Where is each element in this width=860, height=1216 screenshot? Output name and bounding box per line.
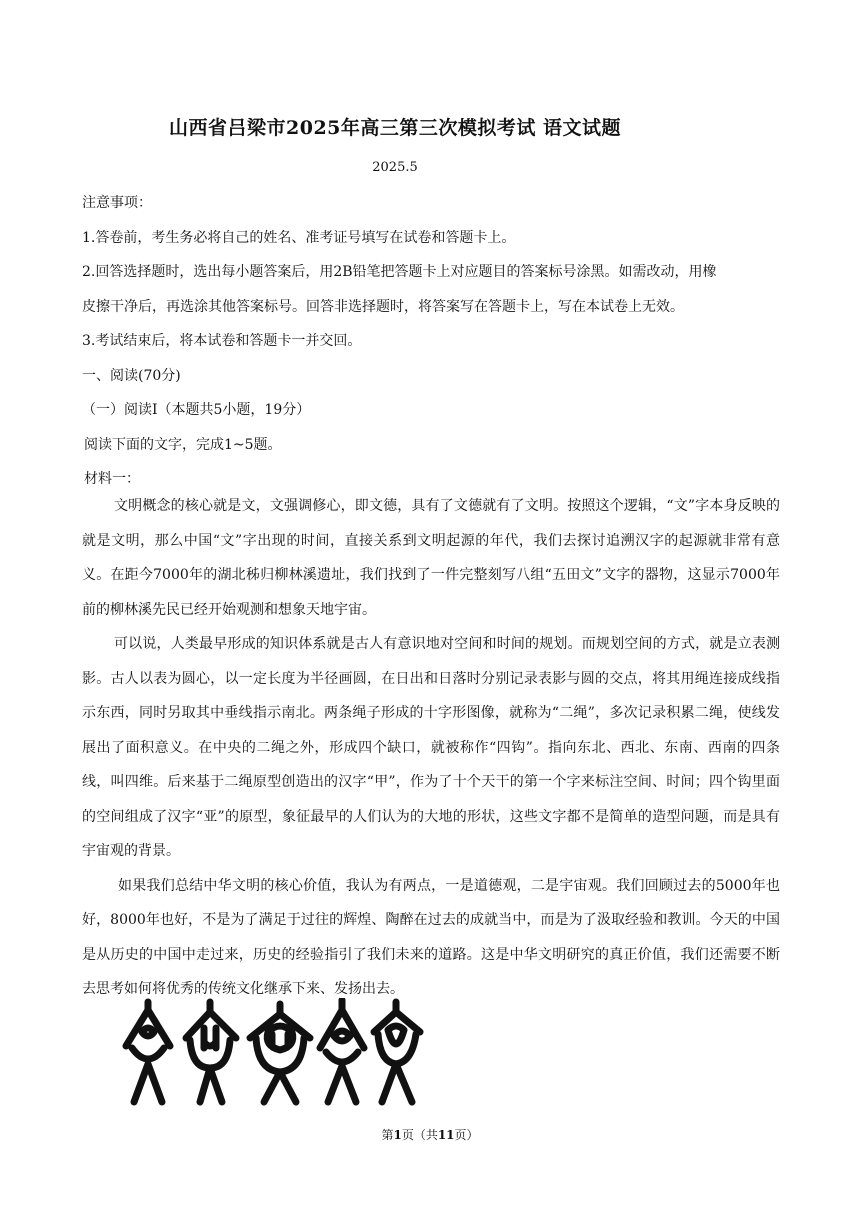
footer-page-number: 1 [393,1128,402,1142]
notice-item: 皮擦干净后，再选涂其他答案标号。回答非选择题时，将答案写在答题卡上，写在本试卷上无效。 [82,298,684,315]
wutianwen-glyphs-figure [118,998,428,1110]
glyph-5 [374,1002,420,1102]
footer-suffix: 页） [454,1128,479,1142]
section-heading: 一、阅读(70分) [82,367,181,384]
paragraph-2: 可以说，人类最早形成的知识体系就是古人有意识地对空间和时间的规划。而规划空间的方式，就是立表测影。古人以表为圆心，以一定长度为半径画圆，在日出和日落时分别记录表影与圆的交点，将其用绳连接成线指示东西，同时另取其中垂线指示南北。两条绳子形成的十字形图像，就称为“二绳”，多次记录积累二绳，使线发展出了面积意义。在中央的二绳之外，形成四个缺口，就被称作“四钩”。指向东北、西北、东南、西南的四条线，叫四维。后来基于二绳原型创造出的汉字“甲”，作为了十个天干的第一个字来标注空间、时间；四个钩里面的空间组成了汉字“亚”的原型，象征最早的人们认为的大地的形状，这些文字都不是简单的造型问题，而是具有宇宙观的背景。 [82,636,780,859]
material-paragraphs [82,489,780,1007]
glyph-4 [320,1000,364,1102]
header-lines [82,186,782,497]
footer-prefix: 第 [381,1128,394,1142]
page-title: 山西省吕梁市2025年高三第三次模拟考试 语文试题 [169,117,621,139]
page-footer [0,1126,860,1143]
footer-total-pages: 11 [437,1128,455,1142]
paragraph-1: 文明概念的核心就是文，文强调修心，即文德，具有了文德就有了文明。按照这个逻辑，“文”字本身反映的就是文明，那么中国“文”字出现的时间，直接关系到文明起源的年代，我们去探讨追溯汉字的起源就非常有意义。在距今7000年的湖北秭归柳林溪遗址，我们找到了一件完整刻写八组“五田文”文字的器物，这显示7000年前的柳林溪先民已经开始观测和想象天地宇宙。 [82,498,780,618]
exam-date: 2025.5 [372,160,418,175]
glyph-2 [186,1002,236,1102]
footer-middle: 页（共 [401,1128,438,1142]
notice-item: 2.回答选择题时，选出每小题答案后，用2B铅笔把答题卡上对应题目的答案标号涂黑。如需改动，用橡 [82,264,717,280]
notice-item: 3.考试结束后，将本试卷和答题卡一并交回。 [82,333,362,349]
material-label: 材料一： [84,471,140,487]
notice-heading: 注意事项： [82,195,152,211]
subsection-heading: （一）阅读Ⅰ（本题共5小题，19分） [82,402,311,418]
glyph-3 [250,1004,310,1102]
notice-item: 1.答卷前，考生务必将自己的姓名、准考证号填写在试卷和答题卡上。 [82,229,516,246]
glyph-1 [126,1002,170,1102]
paragraph-3: 如果我们总结中华文明的核心价值，我认为有两点，一是道德观，二是宇宙观。我们回顾过去的5000年也好，8000年也好，不是为了满足于过往的辉煌、陶醉在过去的成就当中，而是为了汲取经验和教训。今天的中国是从历史的中国中走过来，历史的经验指引了我们未来的道路。这是中华文明研究的真正价值，我们还需要不断去思考如何将优秀的传统文化继承下来、发扬出去。 [82,877,780,997]
reading-instruction: 阅读下面的文字，完成1~5题。 [84,436,282,453]
